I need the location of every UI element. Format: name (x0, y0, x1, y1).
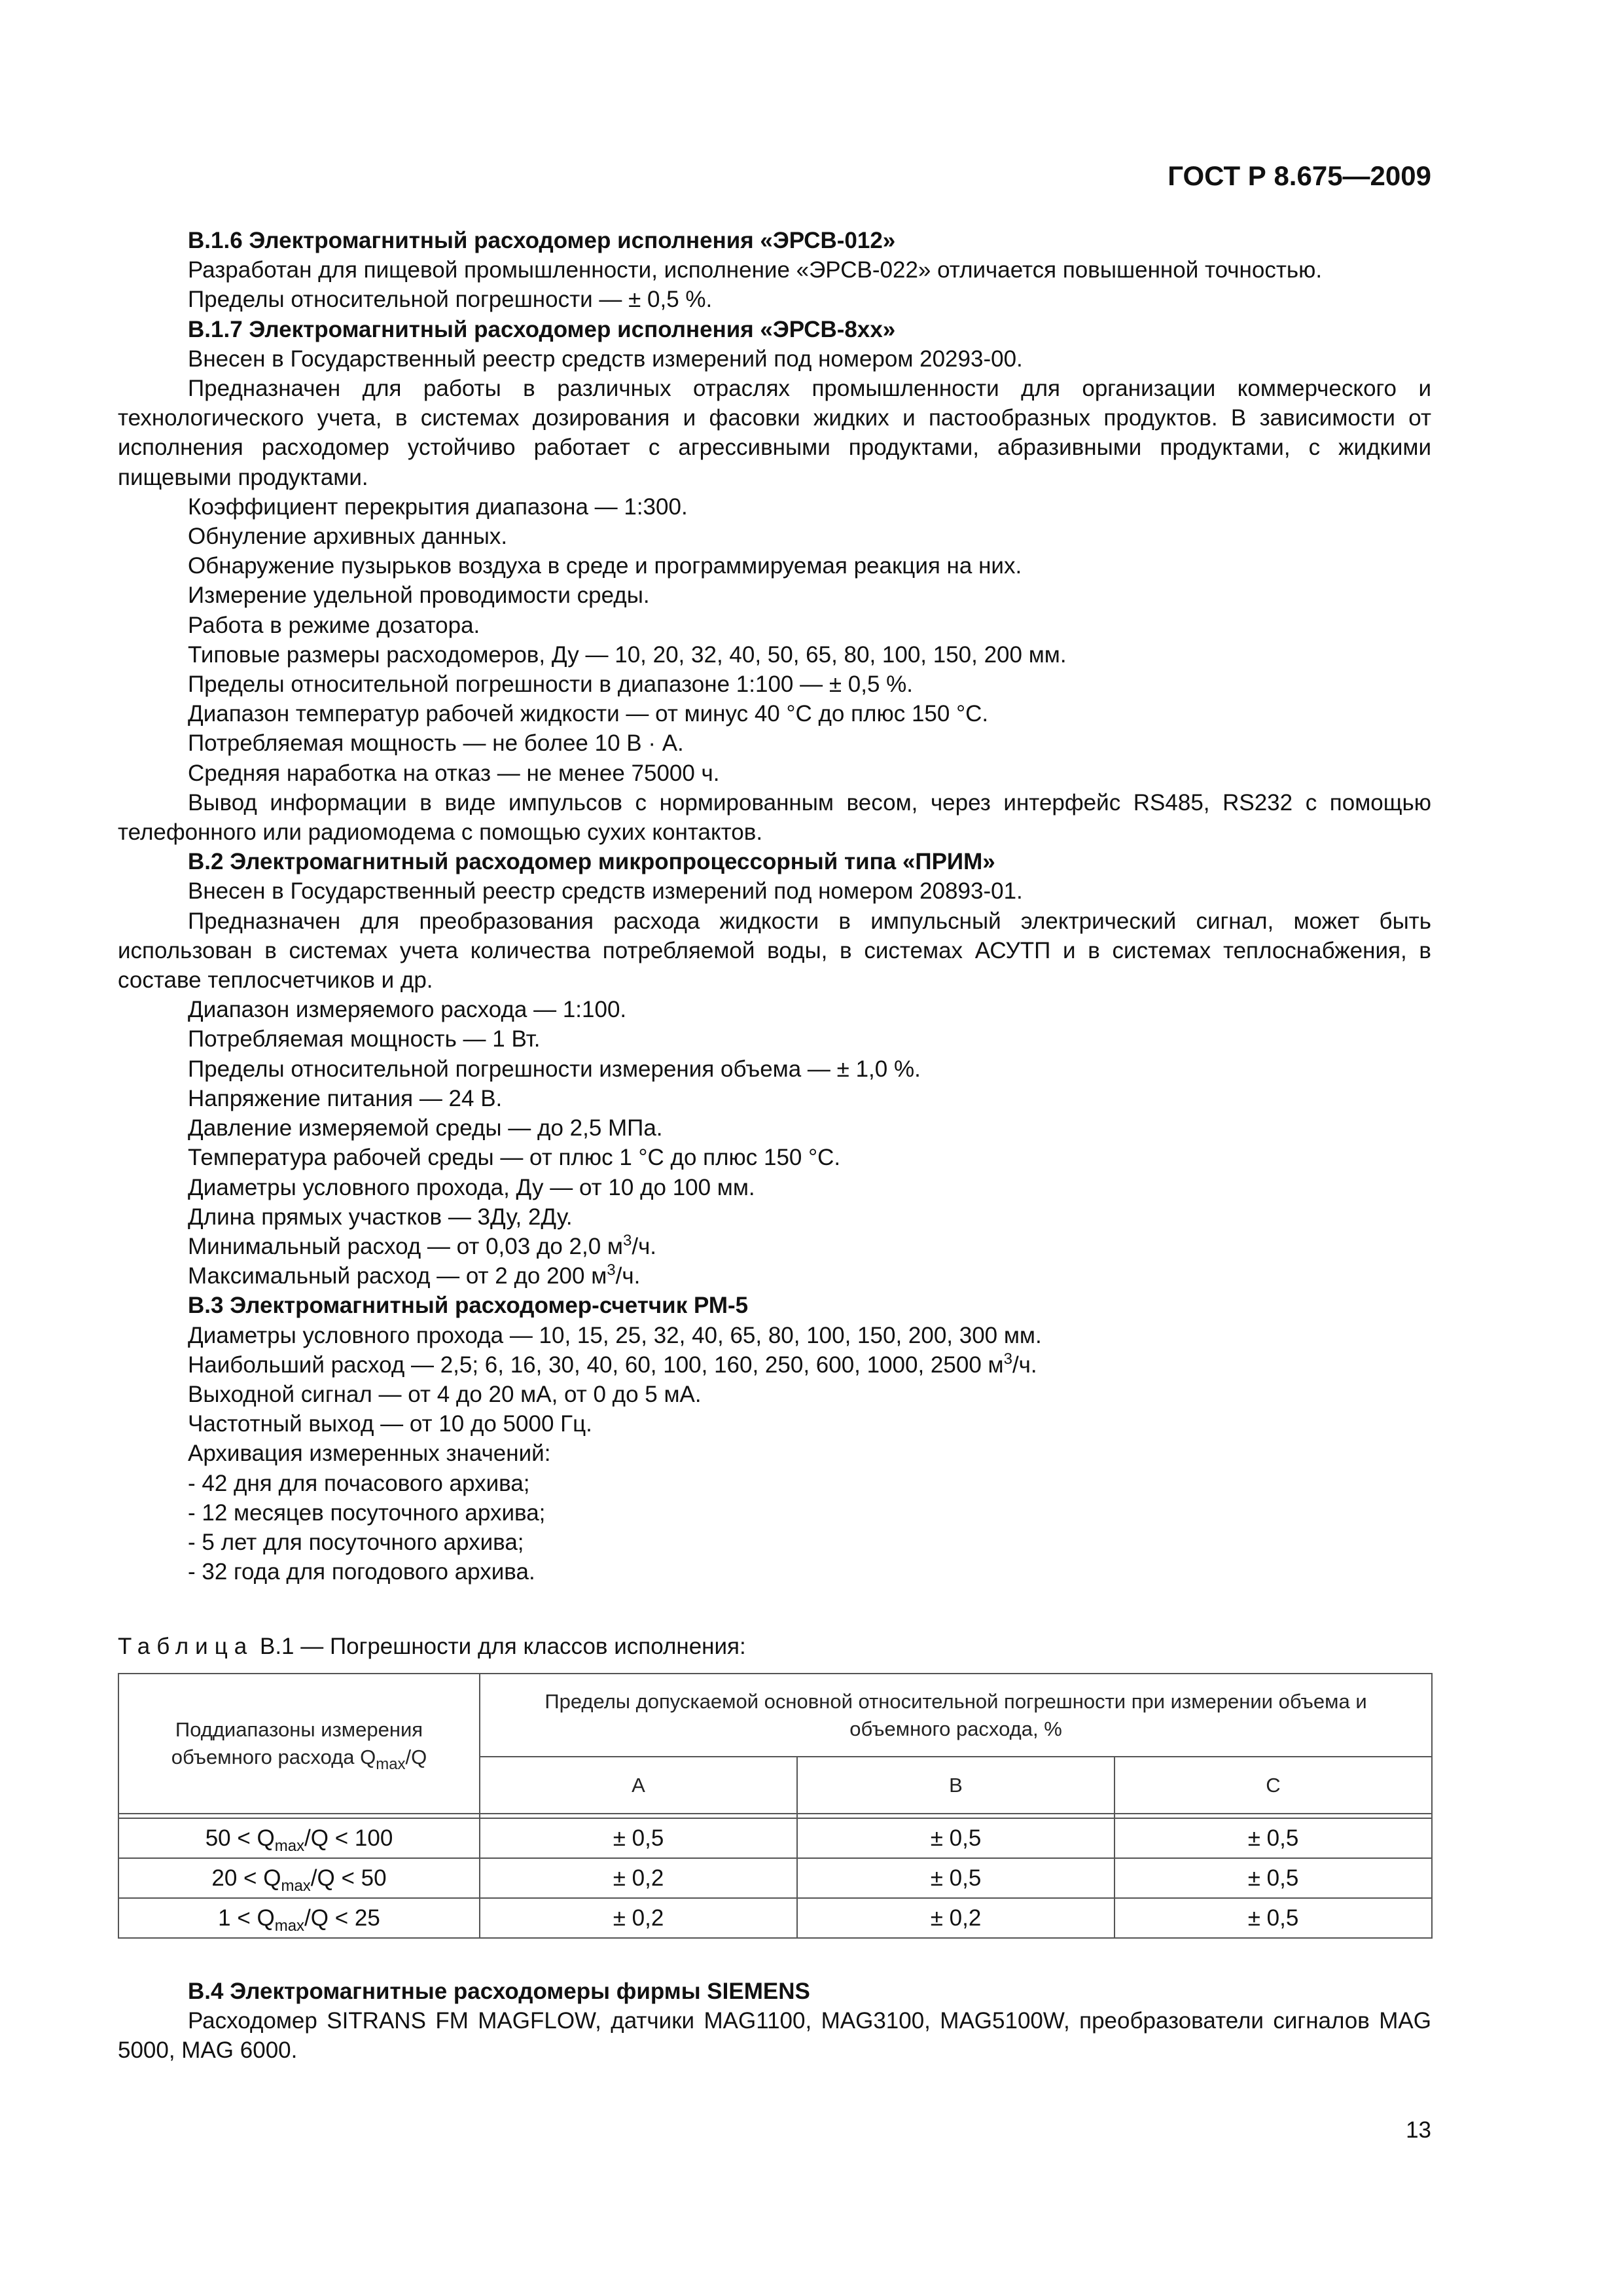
table-row (118, 1818, 1432, 1858)
paragraph (118, 1113, 1431, 1143)
paragraph (118, 876, 1431, 906)
paragraph (118, 374, 1431, 492)
subrange-post: /Q < 50 (310, 1865, 387, 1891)
paragraph (118, 285, 1431, 314)
error-value-cell: ± 0,2 (797, 1898, 1115, 1938)
superscript: 3 (607, 1261, 616, 1280)
paragraph (118, 788, 1431, 847)
paragraph (118, 728, 1431, 758)
paragraph-text: - 5 лет для посуточного архива; (188, 1529, 524, 1555)
col-header-subranges (118, 1674, 480, 1814)
paragraph (118, 1024, 1431, 1054)
table-row (118, 1898, 1432, 1938)
table-row (118, 1858, 1432, 1898)
paragraph-text: Средняя наработка на отказ — не менее 75000 ч. (188, 760, 720, 786)
paragraph-text: Температура рабочей среды — от плюс 1 °С до плюс 150 °С. (188, 1145, 841, 1171)
body-text (118, 226, 1431, 1587)
section-heading (118, 847, 1431, 876)
class-header-b: В (797, 1757, 1115, 1814)
paragraph-text: Пределы относительной погрешности в диапазоне 1:100 — ± 0,5 %. (188, 672, 913, 698)
paragraph (118, 492, 1431, 522)
paragraph (118, 670, 1431, 699)
class-header-c: С (1115, 1757, 1432, 1814)
paragraph (118, 255, 1431, 285)
error-value-cell: ± 0,5 (480, 1818, 797, 1858)
error-value-cell: ± 0,5 (797, 1858, 1115, 1898)
paragraph-text: Внесен в Государственный реестр средств измерений под номером 20293-00. (188, 346, 1023, 372)
paragraph-text: Минимальный расход — от 0,03 до 2,0 м (188, 1233, 623, 1259)
paragraph (118, 551, 1431, 581)
header-double-rule (118, 1814, 1432, 1818)
table-caption-text: В.1 — Погрешности для классов исполнения: (259, 1634, 746, 1659)
paragraph (118, 906, 1431, 996)
paragraph (118, 1173, 1431, 1202)
superscript: 3 (1003, 1350, 1012, 1368)
paragraph (118, 2006, 1431, 2065)
paragraph (118, 1261, 1431, 1291)
col-header-line2: объемного расхода Q (171, 1746, 376, 1768)
paragraph-text: Напряжение питания — 24 В. (188, 1085, 503, 1111)
paragraph-text: Расходомер SITRANS FM MAGFLOW, датчики MAG1100, MAG3100, MAG5100W, преобразователи сигналов MAG 5000, MAG 6000. (118, 2008, 1431, 2064)
paragraph-text: В.1.6 Электромагнитный расходомер исполнения «ЭРСВ-012» (188, 228, 896, 253)
paragraph-text: Работа в режиме дозатора. (188, 612, 480, 638)
paragraph-text: Диапазон температур рабочей жидкости — от минус 40 °С до плюс 150 °С. (188, 701, 989, 727)
bottom-text (118, 1977, 1431, 2066)
paragraph (118, 1084, 1431, 1113)
table-caption-prefix: Таблица (118, 1634, 254, 1659)
paragraph (118, 1232, 1431, 1261)
paragraph (118, 1528, 1431, 1557)
subrange-cell (118, 1818, 480, 1858)
paragraph-text: Диаметры условного прохода — 10, 15, 25, 32, 40, 65, 80, 100, 150, 200, 300 мм. (188, 1322, 1042, 1348)
error-value-cell: ± 0,2 (480, 1898, 797, 1938)
subrange-pre: 50 < Q (205, 1825, 275, 1851)
error-table-grid (118, 1673, 1433, 1939)
error-value-cell: ± 0,5 (797, 1818, 1115, 1858)
section-heading (118, 1977, 1431, 2006)
standard-title: ГОСТ Р 8.675—2009 (1168, 160, 1431, 191)
paragraph (118, 1439, 1431, 1468)
paragraph (118, 611, 1431, 640)
section-heading (118, 226, 1431, 255)
paragraph (118, 699, 1431, 728)
col-header-line1: Поддиапазоны измерения (175, 1718, 423, 1741)
paragraph-text: Потребляемая мощность — не более 10 В · А. (188, 730, 684, 757)
paragraph-text: Частотный выход — от 10 до 5000 Гц. (188, 1411, 592, 1437)
paragraph (118, 1380, 1431, 1409)
col-header-tail: /Q (405, 1746, 427, 1768)
paragraph-text: Выходной сигнал — от 4 до 20 мА, от 0 до 5 мА. (188, 1381, 702, 1407)
paragraph-text: Давление измеряемой среды — до 2,5 МПа. (188, 1115, 663, 1141)
paragraph (118, 1498, 1431, 1528)
table-body (118, 1818, 1432, 1938)
paragraph-text: В.3 Электромагнитный расходомер-счетчик РМ-5 (188, 1293, 749, 1319)
error-value-cell: ± 0,5 (1115, 1818, 1432, 1858)
col-header-sub: max (376, 1755, 406, 1773)
paragraph-text: - 42 дня для почасового архива; (188, 1470, 530, 1496)
paragraph (118, 759, 1431, 788)
paragraph-text: Вывод информации в виде импульсов с нормированным весом, через интерфейс RS485, RS232 с помощью телефонного или радиомодема с помощью сухих контактов. (118, 789, 1431, 846)
subrange-post: /Q < 25 (304, 1905, 380, 1931)
subrange-sub: max (274, 1916, 305, 1935)
paragraph-text: - 32 года для погодового архива. (188, 1559, 535, 1585)
paragraph (118, 1143, 1431, 1172)
paragraph-tail: /ч. (615, 1263, 641, 1289)
paragraph (118, 522, 1431, 551)
subrange-pre: 20 < Q (211, 1865, 281, 1891)
paragraph-text: В.2 Электромагнитный расходомер микропроцессорный типа «ПРИМ» (188, 849, 995, 875)
paragraph-text: Диапазон измеряемого расхода — 1:100. (188, 997, 627, 1023)
paragraph-text: В.4 Электромагнитные расходомеры фирмы SIEMENS (188, 1979, 810, 2004)
paragraph (118, 344, 1431, 374)
section-heading (118, 315, 1431, 344)
paragraph-text: - 12 месяцев посуточного архива; (188, 1499, 546, 1526)
paragraph-text: Максимальный расход — от 2 до 200 м (188, 1263, 607, 1289)
paragraph-text: Коэффициент перекрытия диапазона — 1:300. (188, 493, 688, 520)
paragraph-tail: /ч. (1012, 1352, 1037, 1378)
paragraph (118, 1054, 1431, 1084)
paragraph-text: Обнаружение пузырьков воздуха в среде и программируемая реакция на них. (188, 553, 1022, 579)
paragraph (118, 1350, 1431, 1380)
superscript: 3 (622, 1231, 632, 1249)
paragraph-text: Потребляемая мощность — 1 Вт. (188, 1026, 541, 1052)
paragraph-text: Типовые размеры расходомеров, Ду — 10, 20, 32, 40, 50, 65, 80, 100, 150, 200 мм. (188, 641, 1067, 668)
paragraph-text: Предназначен для преобразования расхода жидкости в импульсный электрический сигнал, может быть использован в системах учета количества потребляемой воды, в системах АСУТП и в системах теплоснабжения, в составе теплосчетчиков и др. (118, 908, 1431, 994)
section-heading (118, 1291, 1431, 1320)
paragraph-tail: /ч. (632, 1233, 657, 1259)
paragraph (118, 1321, 1431, 1350)
paragraph (118, 1202, 1431, 1232)
paragraph (118, 640, 1431, 670)
paragraph-text: Наибольший расход — 2,5; 6, 16, 30, 40, 60, 100, 160, 250, 600, 1000, 2500 м (188, 1352, 1004, 1378)
subrange-sub: max (274, 1837, 305, 1855)
paragraph-text: Пределы относительной погрешности измерения объема — ± 1,0 %. (188, 1056, 921, 1082)
paragraph-text: Архивация измеренных значений: (188, 1441, 551, 1467)
paragraph (118, 1557, 1431, 1587)
error-table (118, 1673, 1431, 1939)
paragraph-text: В.1.7 Электромагнитный расходомер исполнения «ЭРСВ-8хх» (188, 316, 896, 342)
paragraph (118, 1469, 1431, 1498)
paragraph-text: Разработан для пищевой промышленности, исполнение «ЭРСВ-022» отличается повышенной точностью. (188, 257, 1323, 283)
class-header-a: А (480, 1757, 797, 1814)
error-value-cell: ± 0,5 (1115, 1898, 1432, 1938)
subrange-cell (118, 1898, 480, 1938)
paragraph-text: Измерение удельной проводимости среды. (188, 583, 650, 609)
error-value-cell: ± 0,5 (1115, 1858, 1432, 1898)
paragraph-text: Обнуление архивных данных. (188, 524, 508, 550)
paragraph-text: Внесен в Государственный реестр средств измерений под номером 20893-01. (188, 878, 1023, 905)
paragraph-text: Диаметры условного прохода, Ду — от 10 до 100 мм. (188, 1174, 755, 1200)
paragraph-text: Предназначен для работы в различных отраслях промышленности для организации коммерческого и технологического учета, в системах дозирования и фасовки жидких и пастообразных продуктов. В зависимости от исполнения расходомер устойчиво работает с агрессивными продуктами, абразивными продуктами, с жидкими пищевыми продуктами. (118, 376, 1431, 490)
paragraph (118, 581, 1431, 610)
paragraph-text: Длина прямых участков — 3Ду, 2Ду. (188, 1204, 573, 1230)
paragraph (118, 995, 1431, 1024)
subrange-sub: max (281, 1876, 311, 1895)
paragraph (118, 1409, 1431, 1439)
table-caption (118, 1632, 746, 1661)
subrange-cell (118, 1858, 480, 1898)
paragraph-text: Пределы относительной погрешности — ± 0,5 %. (188, 287, 713, 313)
group-header: Пределы допускаемой основной относительной погрешности при измерении объема и объемного расхода, % (480, 1674, 1432, 1757)
error-value-cell: ± 0,2 (480, 1858, 797, 1898)
subrange-post: /Q < 100 (304, 1825, 393, 1851)
subrange-pre: 1 < Q (218, 1905, 275, 1931)
page-number: 13 (1406, 2117, 1431, 2143)
